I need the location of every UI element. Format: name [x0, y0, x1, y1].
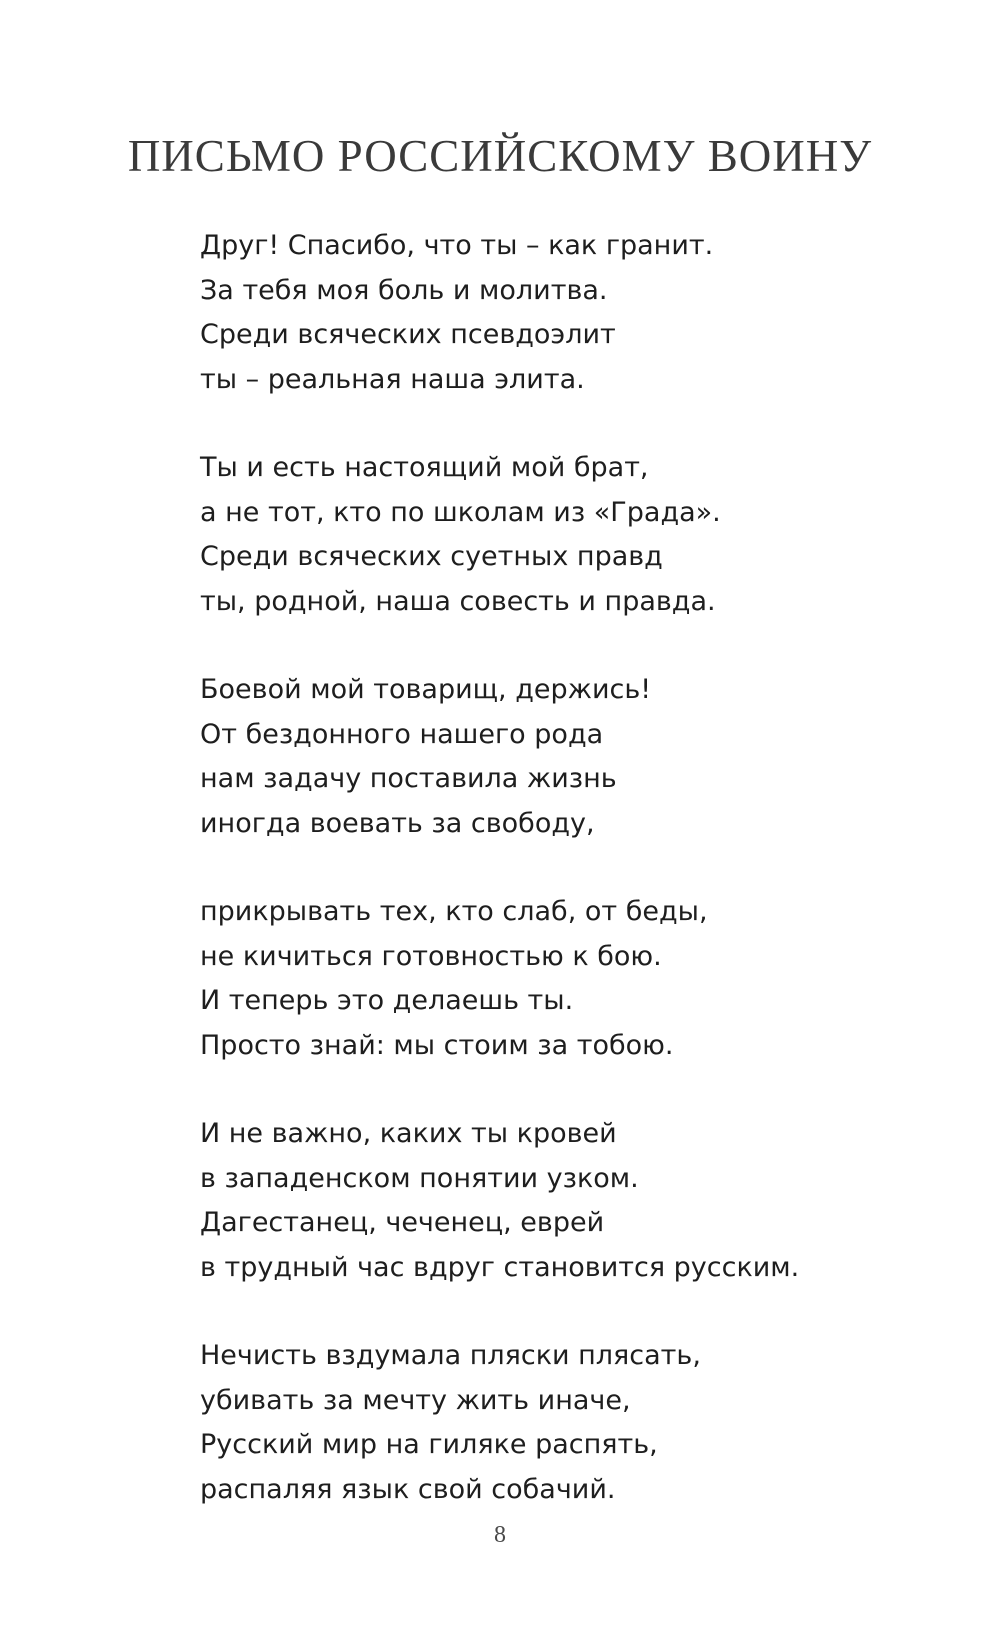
- stanza: [200, 224, 960, 402]
- stanza: [200, 446, 960, 624]
- poem-line: ты – реальная наша элита.: [200, 363, 585, 395]
- poem-line: распаляя язык свой собачий.: [200, 1473, 616, 1505]
- poem-line: убивать за мечту жить иначе,: [200, 1384, 631, 1416]
- stanza: [200, 668, 960, 846]
- poem-line: За тебя моя боль и молитва.: [200, 274, 608, 306]
- poem-line: От бездонного нашего рода: [200, 718, 604, 750]
- poem-line: Русский мир на гиляке распять,: [200, 1429, 658, 1460]
- poem-line: в западенском понятии узком.: [200, 1162, 639, 1194]
- poem-line: Просто знай: мы стоим за тобою.: [200, 1029, 674, 1061]
- stanza: [200, 1334, 960, 1512]
- poem-line: Друг! Спасибо, что ты – как гранит.: [200, 230, 714, 261]
- poem-line: не кичиться готовностью к бою.: [200, 940, 662, 972]
- poem-line: И теперь это делаешь ты.: [200, 985, 574, 1016]
- poem-body: [200, 224, 960, 1556]
- poem-line: Нечисть вздумала пляски плясать,: [200, 1340, 701, 1371]
- poem-line: Ты и есть настоящий мой брат,: [200, 452, 649, 483]
- poem-line: в трудный час вдруг становится русским.: [200, 1251, 800, 1283]
- poem-line: прикрывать тех, кто слаб, от беды,: [200, 896, 708, 927]
- stanza: [200, 890, 960, 1068]
- poem-line: Среди всяческих суетных правд: [200, 541, 663, 572]
- poem-line: И не важно, каких ты кровей: [200, 1118, 617, 1149]
- poem-line: нам задачу поставила жизнь: [200, 763, 617, 794]
- poem-line: Дагестанец, чеченец, еврей: [200, 1207, 605, 1238]
- poem-line: Среди всяческих псевдоэлит: [200, 319, 616, 350]
- page-number: 8: [494, 1522, 506, 1548]
- poem-line: а не тот, кто по школам из «Града».: [200, 496, 721, 528]
- poem-line: Боевой мой товарищ, держись!: [200, 674, 652, 705]
- poem-line: ты, родной, наша совесть и правда.: [200, 585, 716, 617]
- poem-line: иногда воевать за свободу,: [200, 807, 595, 839]
- stanza: [200, 1112, 960, 1290]
- poem-title: ПИСЬМО РОССИЙСКОМУ ВОИНУ: [127, 131, 873, 181]
